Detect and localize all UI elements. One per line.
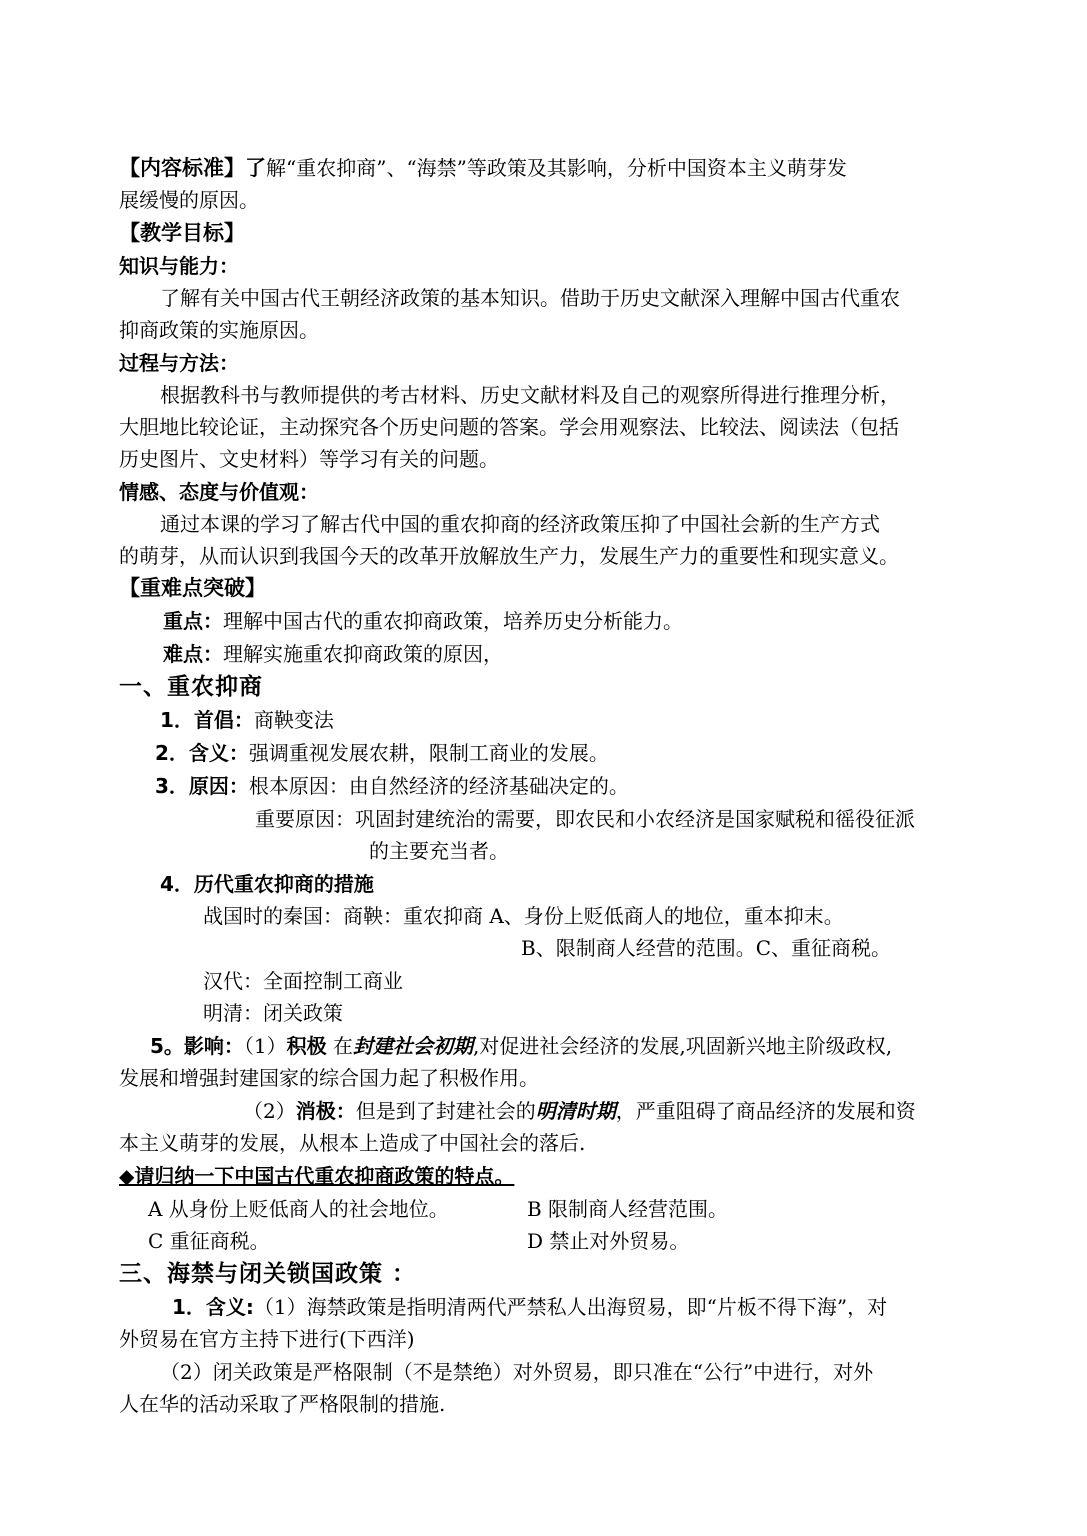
knowledge-heading: 知识与能力： bbox=[119, 254, 239, 278]
measure-qin: 战国时的秦国：商鞅：重农抑商 A、身份上贬低商人的地位，重本抑末。 bbox=[203, 904, 844, 928]
summary-option-a: A 从身份上贬低商人的社会地位。 bbox=[148, 1197, 449, 1221]
summary-option-d: D 禁止对外贸易。 bbox=[527, 1229, 690, 1253]
section1-item3-line2: 重要原因：巩固封建统治的需要，即农民和小农经济是国家赋税和徭役征派 bbox=[255, 807, 915, 831]
process-line2: 大胆地比较论证，主动探究各个历史问题的答案。学会用观察法、比较法、阅读法（包括 bbox=[119, 415, 899, 439]
emotion-line2: 的萌芽，从而认识到我国今天的改革开放解放生产力，发展生产力的重要性和现实意义。 bbox=[119, 544, 899, 568]
summary-option-b: B 限制商人经营范围。 bbox=[527, 1197, 729, 1221]
process-line3: 历史图片、文史材料）等学习有关的问题。 bbox=[119, 447, 499, 471]
teaching-goals-heading: 【教学目标】 bbox=[119, 221, 245, 245]
section3-title: 三、海禁与闭关锁国政策 ： bbox=[119, 1261, 417, 1287]
section3-item2: （2）闭关政策是严格限制（不是禁绝）对外贸易，即只准在“公行”中进行，对外 bbox=[160, 1360, 874, 1384]
content-standard-line1: 【内容标准】了解“重农抑商”、“海禁”等政策及其影响，分析中国资本主义萌芽发 bbox=[119, 156, 847, 180]
process-line1: 根据教科书与教师提供的考古材料、历史文献材料及自己的观察所得进行推理分析， bbox=[160, 383, 900, 407]
section1-item5-line2: 发展和增强封建国家的综合国力起了积极作用。 bbox=[119, 1066, 539, 1090]
section1-item5-negative-line2: 本主义萌芽的发展，从根本上造成了中国社会的落后. bbox=[119, 1131, 586, 1155]
content-standard-line2: 展缓慢的原因。 bbox=[119, 188, 259, 212]
summary-question: ◆请归纳一下中国古代重农抑商政策的特点。 bbox=[119, 1164, 515, 1188]
summary-option-c: C 重征商税。 bbox=[148, 1229, 270, 1253]
hard-point: 难点：理解实施重农抑商政策的原因， bbox=[163, 642, 503, 666]
emotion-line1: 通过本课的学习了解古代中国的重农抑商的经济政策压抑了中国社会新的生产方式 bbox=[160, 512, 880, 536]
emotion-heading: 情感、态度与价值观： bbox=[119, 480, 319, 504]
section1-item1: 1．首倡：商鞅变法 bbox=[160, 708, 334, 732]
content-standard-label: 【内容标准】 bbox=[119, 156, 245, 180]
section1-item3: 3．原因：根本原因：由自然经济的经济基础决定的。 bbox=[155, 774, 629, 798]
section1-item5: 5。影响：（1）积极 在封建社会初期,对促进社会经济的发展,巩固新兴地主阶级政权, bbox=[150, 1034, 893, 1058]
process-heading: 过程与方法： bbox=[119, 351, 239, 375]
section1-item4: 4．历代重农抑商的措施 bbox=[160, 872, 374, 896]
section1-item2: 2．含义：强调重视发展农耕，限制工商业的发展。 bbox=[155, 741, 609, 765]
section1-title: 一、重农抑商 bbox=[119, 674, 263, 700]
measure-han: 汉代：全面控制工商业 bbox=[203, 969, 403, 993]
knowledge-line2: 抑商政策的实施原因。 bbox=[119, 318, 319, 342]
knowledge-line1: 了解有关中国古代王朝经济政策的基本知识。借助于历史文献深入理解中国古代重农 bbox=[160, 286, 900, 310]
section1-item3-line3: 的主要充当者。 bbox=[369, 839, 509, 863]
section1-item5-negative: （2）消极：但是到了封建社会的明清时期，严重阻碍了商品经济的发展和资 bbox=[243, 1099, 916, 1123]
measure-ming-qing: 明清：闭关政策 bbox=[203, 1001, 343, 1025]
measure-qin-line2: B、限制商人经营的范围。C、重征商税。 bbox=[521, 936, 891, 960]
section3-item1-line2: 外贸易在官方主持下进行(下西洋) bbox=[119, 1327, 415, 1351]
section3-item2-line2: 人在华的活动采取了严格限制的措施. bbox=[119, 1392, 446, 1416]
key-point: 重点：理解中国古代的重农抑商政策，培养历史分析能力。 bbox=[163, 609, 683, 633]
section3-item1: 1．含义:（1）海禁政策是指明清两代严禁私人出海贸易，即“片板不得下海”，对 bbox=[172, 1295, 888, 1319]
difficulty-heading: 【重难点突破】 bbox=[119, 576, 266, 600]
